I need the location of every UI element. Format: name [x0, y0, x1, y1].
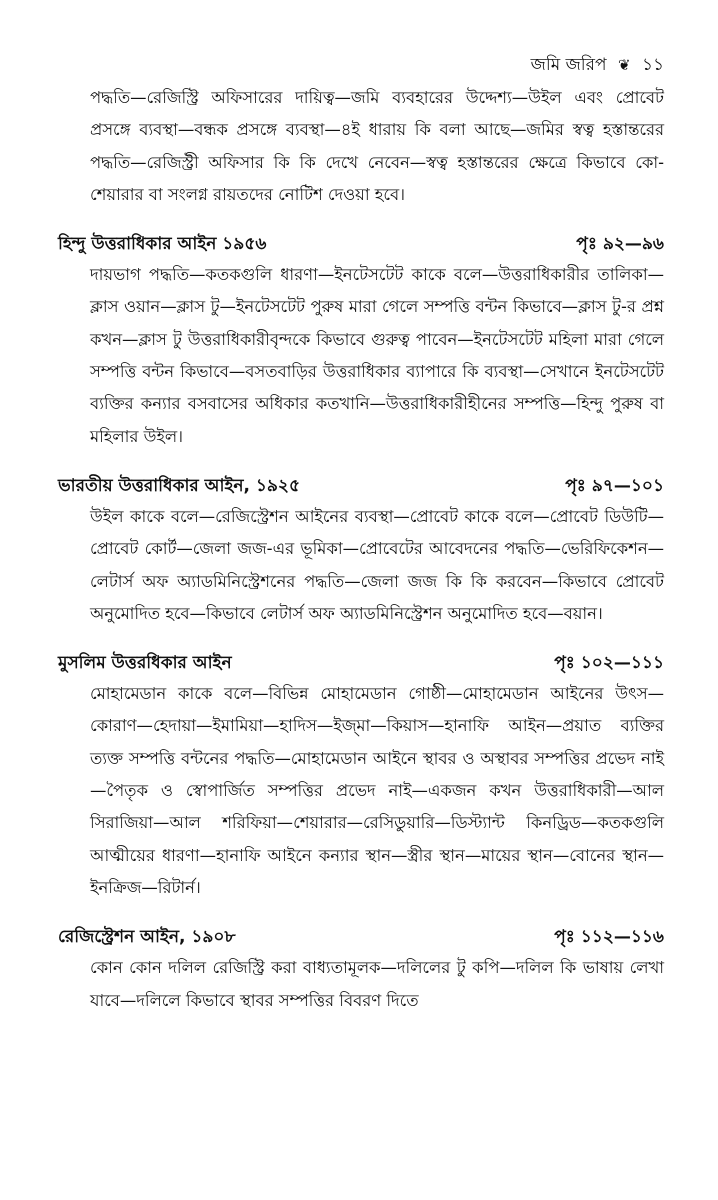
section-body-muslim-succession: মোহামেডান কাকে বলে—বিভিন্ন মোহামেডান গোষ্ঠী—মোহামেডান আইনের উৎস—কোরাণ—হেদায়া—ইমামিয়া—হাদিস—ইজ্মা—কিয়াস—হানাফি আইন—প্রয়াত ব্যক্তির ত্যক্ত সম্পত্তি বন্টনের পদ্ধতি—মোহামেডান আইনে স্থাবর ও অস্থাবর সম্পত্তির প্রভেদ নাই—পৈতৃক ও স্বোপার্জিত সম্পত্তির প্রভেদ নাই—একজন কখন উত্তরাধিকারী—আল সিরাজিয়া—আল শরিফিয়া—শেয়ারার—রেসিডুয়ারি—ডিস্ট্যান্ট কিনড্রিড—কতকগুলি আত্মীয়ের ধারণা—হানাফি আইনে কন্যার স্থান—স্ত্রীর স্থান—মায়ের স্থান—বোনের স্থান—ইনক্রিজ—রিটার্ন।	[90, 684, 664, 897]
section-title: মুসলিম উত্তরধিকার আইন	[58, 653, 232, 674]
running-head	[58, 52, 664, 82]
section-heading-hindu-succession	[58, 229, 676, 259]
section-title: হিন্দু উত্তরাধিকার আইন ১৯৫৬	[58, 234, 267, 255]
running-title: জমি জরিপ	[530, 55, 607, 75]
section-page-range: পৃঃ ১১২—১১৬	[554, 927, 664, 948]
intro-paragraph: পদ্ধতি—রেজিস্ট্রি অফিসারের দায়িত্ব—জমি ব্যবহারের উদ্দেশ্য—উইল এবং প্রোবেট প্রসঙ্গে ব্যবস্থা—বন্ধক প্রসঙ্গে ব্যবস্থা—৪ই ধারায় কি বলা আছে—জমির স্বত্ব হস্তান্তরের পদ্ধতি—রেজিস্ট্রী অফিসার কি কি দেখে নেবেন—স্বত্ব হস্তান্তরের ক্ষেত্রে কিভাবে কো-শেয়ারার বা সংলগ্ন রায়তদের নোটিশ দেওয়া হবে।	[90, 88, 664, 204]
section-title: ভারতীয় উত্তরাধিকার আইন, ১৯২৫	[58, 475, 301, 496]
section-heading-indian-succession	[58, 471, 676, 501]
section-page-range: পৃঃ ৯২—৯৬	[576, 234, 664, 255]
section-body-hindu-succession: দায়ভাগ পদ্ধতি—কতকগুলি ধারণা—ইনটেসটেট কাকে বলে—উত্তরাধিকারীর তালিকা—ক্লাস ওয়ান—ক্লাস টু—ইনটেসটেট পুরুষ মারা গেলে সম্পত্তি বন্টন কিভাবে—ক্লাস টু-র প্রশ্ন কখন—ক্লাস টু উত্তরাধিকারীবৃন্দকে কিভাবে গুরুত্ব পাবেন—ইনটেসটেট মহিলা মারা গেলে সম্পত্তি বন্টন কিভাবে—বসতবাড়ির উত্তরাধিকার ব্যাপারে কি ব্যবস্থা—সেখানে ইনটেসটেট ব্যক্তির কন্যার বসবাসের অধিকার কতখানি—উত্তরাধিকারীহীনের সম্পত্তি—হিন্দু পুরুষ বা মহিলার উইল।	[90, 265, 664, 446]
section-page-range: পৃঃ ৯৭—১০১	[565, 475, 664, 496]
section-body-registration-act: কোন কোন দলিল রেজিস্ট্রি করা বাধ্যতামূলক—দলিলের টু কপি—দলিল কি ভাষায় লেখা যাবে—দলিলে কিভাবে স্থাবর সম্পত্তির বিবরণ দিতে	[90, 958, 664, 1010]
section-heading-muslim-succession	[58, 648, 676, 678]
section-body-indian-succession: উইল কাকে বলে—রেজিস্ট্রেশন আইনের ব্যবস্থা—প্রোবেট কাকে বলে—প্রোবেট ডিউটি—প্রোবেট কোর্ট—জেলা জজ-এর ভূমিকা—প্রোবেটের আবেদনের পদ্ধতি—ভেরিফিকেশন—লেটার্স অফ অ্যাডমিনিস্ট্রেশনের পদ্ধতি—জেলা জজ কি কি করবেন—কিভাবে প্রোবেট অনুমোদিত হবে—কিভাবে লেটার্স অফ অ্যাডমিনিস্ট্রেশন অনুমোদিত হবে—বয়ান।	[90, 506, 664, 623]
fleuron-icon: ❦	[617, 56, 631, 74]
section-heading-registration-act	[58, 922, 676, 952]
section-title: রেজিস্ট্রেশন আইন, ১৯০৮	[58, 927, 236, 948]
page-number: ১১	[641, 55, 664, 75]
section-page-range: পৃঃ ১০২—১১১	[554, 653, 664, 674]
